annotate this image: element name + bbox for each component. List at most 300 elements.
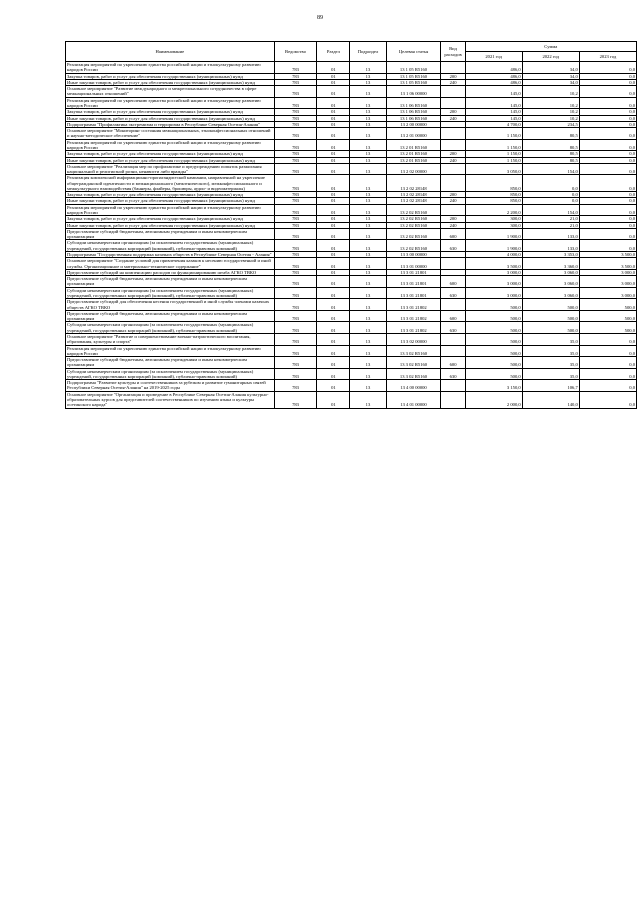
subsection-code-cell: 13 [350,73,386,79]
sum-2022-cell: 35,0 [522,333,579,345]
target-code-cell: 13 3 01 00000 [386,258,441,270]
subsection-code-cell: 13 [350,151,386,157]
name-cell: Основное мероприятие "Организация и проведение в Республике Северная Осетия-Алания культурно-образовательных курсов для представителей соотечественников по изучению языка и культуры осетинского народа" [66,391,275,408]
sum-2022-cell: 154,0 [522,163,579,175]
name-cell: Реализация мероприятий по укреплению единства российской нации и этнокультурному развитию народов России [66,139,275,151]
sum-2021-cell: 500,0 [465,357,522,369]
sum-2022-cell: 154,0 [522,204,579,216]
expense-type-code-cell: 600 [441,357,465,369]
sum-2022-cell: 10,2 [522,115,579,121]
sum-2023-cell: 0,0 [579,62,636,74]
sum-2023-cell: 0,0 [579,333,636,345]
subsection-code-cell: 13 [350,333,386,345]
section-code-cell: 01 [317,121,350,127]
sum-2022-cell: 35,0 [522,345,579,357]
section-code-cell: 01 [317,192,350,198]
sum-2021-cell: 3 000,0 [465,287,522,299]
target-code-cell: 13 2 02 R5160 [386,204,441,216]
subsection-code-cell: 13 [350,109,386,115]
target-code-cell: 13 3 01 21801 [386,276,441,288]
expense-type-code-cell: 200 [441,216,465,222]
sum-2021-cell: 486,0 [465,73,522,79]
target-code-cell: 13 1 06 R5160 [386,115,441,121]
target-code-cell: 13 2 01 R5160 [386,151,441,157]
header-sum: Сумма [465,42,636,52]
section-code-cell: 01 [317,391,350,408]
sum-2023-cell: 3 000,0 [579,287,636,299]
ministry-code-cell: 783 [274,216,317,222]
sum-2021-cell: 3 500,0 [465,258,522,270]
name-cell: Основное мероприятие "Развитие международного и межрегионального сотрудничества в сфере межнациональных отношений" [66,86,275,98]
section-code-cell: 01 [317,368,350,380]
ministry-code-cell: 783 [274,368,317,380]
sum-2021-cell: 300,0 [465,216,522,222]
section-code-cell: 01 [317,175,350,192]
target-code-cell: 13 3 01 21802 [386,299,441,311]
sum-2021-cell: 850,0 [465,198,522,204]
sum-2021-cell: 145,0 [465,115,522,121]
subsection-code-cell: 13 [350,357,386,369]
target-code-cell: 13 2 02 28148 [386,175,441,192]
expense-type-code-cell: 200 [441,109,465,115]
ministry-code-cell: 783 [274,86,317,98]
section-code-cell: 01 [317,163,350,175]
sum-2021-cell: 3 150,0 [465,380,522,392]
target-code-cell: 13 1 05 R5160 [386,73,441,79]
sum-2022-cell: 500,0 [522,322,579,334]
table-row [66,86,637,98]
sum-2022-cell: 80,5 [522,128,579,140]
table-row [66,333,637,345]
expense-type-code-cell [441,333,465,345]
expense-type-code-cell [441,345,465,357]
ministry-code-cell: 783 [274,228,317,240]
subsection-code-cell: 13 [350,192,386,198]
subsection-code-cell: 13 [350,157,386,163]
sum-2023-cell: 0,0 [579,357,636,369]
section-code-cell: 01 [317,109,350,115]
ministry-code-cell: 783 [274,121,317,127]
ministry-code-cell: 783 [274,62,317,74]
expense-type-code-cell: 200 [441,192,465,198]
expense-type-code-cell [441,97,465,109]
target-code-cell: 13 1 06 00000 [386,86,441,98]
header-2021: 2021 год [465,52,522,62]
header-row [66,42,637,52]
header-ministry: Ведомство [274,42,317,62]
expense-type-code-cell: 240 [441,157,465,163]
subsection-code-cell: 13 [350,380,386,392]
name-cell: Реализация мероприятий по укреплению единства российской нации и этнокультурному развитию народов России [66,345,275,357]
target-code-cell: 13 2 00 00000 [386,121,441,127]
ministry-code-cell: 783 [274,222,317,228]
sum-2023-cell: 0,0 [579,204,636,216]
name-cell: Подпрограмма "Развитие культуры и соотечественников за рубежом и развитие гуманитарных связей Республики Северная Осетия-Алания" на 2019-2025 годы [66,380,275,392]
section-code-cell: 01 [317,157,350,163]
subsection-code-cell: 13 [350,198,386,204]
name-cell: Подпрограмма "Государственная поддержка казачьих обществ в Республике Северная Осетия - Алания" [66,252,275,258]
ministry-code-cell: 783 [274,276,317,288]
sum-2022-cell: 3 060,0 [522,276,579,288]
target-code-cell: 13 3 01 21801 [386,287,441,299]
sum-2022-cell: 10,2 [522,109,579,115]
sum-2021-cell: 1 150,0 [465,151,522,157]
header-2023: 2023 год [579,52,636,62]
name-cell: Закупка товаров, работ и услуг для обеспечения государственных (муниципальных) нужд [66,216,275,222]
sum-2021-cell: 1 150,0 [465,157,522,163]
sum-2023-cell: 0,0 [579,240,636,252]
sum-2023-cell: 0,0 [579,345,636,357]
sum-2023-cell: 0,0 [579,139,636,151]
sum-2021-cell: 486,0 [465,62,522,74]
sum-2022-cell: 35,0 [522,357,579,369]
subsection-code-cell: 13 [350,322,386,334]
subsection-code-cell: 13 [350,163,386,175]
table-row [66,175,637,192]
sum-2023-cell: 3 500,0 [579,252,636,258]
target-code-cell: 13 4 00 00000 [386,380,441,392]
section-code-cell: 01 [317,222,350,228]
expense-type-code-cell: 630 [441,240,465,252]
ministry-code-cell: 783 [274,151,317,157]
subsection-code-cell: 13 [350,258,386,270]
expense-type-code-cell: 630 [441,368,465,380]
section-code-cell: 01 [317,240,350,252]
sum-2023-cell: 0,0 [579,79,636,85]
sum-2022-cell: 3 060,0 [522,287,579,299]
name-cell: Субсидии некоммерческим организациям (за исключением государственных (муниципальных) учреждений, государственных корпораций (компаний), публично-правовых компаний) [66,322,275,334]
table-row [66,380,637,392]
sum-2021-cell: 500,0 [465,368,522,380]
sum-2021-cell: 500,0 [465,299,522,311]
sum-2023-cell: 3 000,0 [579,269,636,275]
sum-2023-cell: 0,0 [579,380,636,392]
name-cell: Реализация комплексной информационно-пропагандистской кампании, направленной на укрепление общегражданской идентичности и межнационального (межэтнического), межконфессионального и межкультурного взаимодействия (баннеры, флайеры, брошюры, аудио- и видеоматериалы) [66,175,275,192]
table-row [66,368,637,380]
name-cell: Иные закупки товаров, работ и услуг для обеспечения государственных (муниципальных) нужд [66,222,275,228]
ministry-code-cell: 783 [274,299,317,311]
subsection-code-cell: 13 [350,79,386,85]
sum-2023-cell: 0,0 [579,121,636,127]
name-cell: Субсидии некоммерческим организациям (за исключением государственных (муниципальных) учреждений, государственных корпораций (компаний), публично-правовых компаний) [66,287,275,299]
ministry-code-cell: 783 [274,258,317,270]
sum-2021-cell: 145,0 [465,97,522,109]
ministry-code-cell: 783 [274,322,317,334]
sum-2023-cell: 0,0 [579,115,636,121]
ministry-code-cell: 783 [274,391,317,408]
sum-2023-cell: 0,0 [579,391,636,408]
subsection-code-cell: 13 [350,115,386,121]
header-2022: 2022 год [522,52,579,62]
subsection-code-cell: 13 [350,276,386,288]
table-row [66,228,637,240]
target-code-cell: 13 2 02 R5160 [386,222,441,228]
expense-type-code-cell: 630 [441,287,465,299]
name-cell: Реализация мероприятий по укреплению единства российской нации и этнокультурному развитию народов России [66,204,275,216]
sum-2023-cell: 3 000,0 [579,276,636,288]
sum-2022-cell: 0,0 [522,192,579,198]
name-cell: Иные закупки товаров, работ и услуг для обеспечения государственных (муниципальных) нужд [66,198,275,204]
target-code-cell: 13 3 02 R5160 [386,368,441,380]
sum-2021-cell: 486,0 [465,79,522,85]
ministry-code-cell: 783 [274,79,317,85]
subsection-code-cell: 13 [350,252,386,258]
subsection-code-cell: 13 [350,121,386,127]
table-row [66,139,637,151]
sum-2021-cell: 145,0 [465,109,522,115]
name-cell: Подпрограмма "Профилактика экстремизма и терроризма в Республике Северная Осетия-Алания" [66,121,275,127]
ministry-code-cell: 783 [274,287,317,299]
target-code-cell: 13 1 05 R5160 [386,62,441,74]
expense-type-code-cell [441,62,465,74]
table-row [66,287,637,299]
table-row [66,128,637,140]
sum-2022-cell: 21,0 [522,222,579,228]
sum-2023-cell: 0,0 [579,86,636,98]
subsection-code-cell: 13 [350,216,386,222]
ministry-code-cell: 783 [274,240,317,252]
table-row [66,204,637,216]
sum-2023-cell: 0,0 [579,163,636,175]
target-code-cell: 13 3 02 R5160 [386,357,441,369]
subsection-code-cell: 13 [350,228,386,240]
section-code-cell: 01 [317,204,350,216]
subsection-code-cell: 13 [350,240,386,252]
section-code-cell: 01 [317,310,350,322]
sum-2023-cell: 0,0 [579,368,636,380]
header-name: Наименование [66,42,275,62]
expense-type-code-cell [441,86,465,98]
page-number: 89 [317,15,323,21]
section-code-cell: 01 [317,269,350,275]
sum-2023-cell: 0,0 [579,128,636,140]
sum-2022-cell: 133,0 [522,228,579,240]
name-cell: Реализация мероприятий по укреплению единства российской нации и этнокультурному развитию народов России [66,62,275,74]
section-code-cell: 01 [317,115,350,121]
target-code-cell: 13 3 01 21802 [386,322,441,334]
name-cell: Закупка товаров, работ и услуг для обеспечения государственных (муниципальных) нужд [66,73,275,79]
section-code-cell: 01 [317,216,350,222]
ministry-code-cell: 783 [274,204,317,216]
sum-2022-cell: 34,0 [522,73,579,79]
target-code-cell: 13 3 02 R5160 [386,345,441,357]
section-code-cell: 01 [317,198,350,204]
expense-type-code-cell [441,139,465,151]
ministry-code-cell: 783 [274,115,317,121]
ministry-code-cell: 783 [274,269,317,275]
sum-2022-cell: 140,0 [522,391,579,408]
sum-2021-cell: 500,0 [465,333,522,345]
sum-2023-cell: 0,0 [579,109,636,115]
sum-2021-cell: 500,0 [465,345,522,357]
name-cell: Основное мероприятие "Мониторинг состояния межнациональных, этноконфессиональных отношений и научно-методическое обеспечение" [66,128,275,140]
table-row [66,240,637,252]
ministry-code-cell: 783 [274,198,317,204]
section-code-cell: 01 [317,97,350,109]
name-cell: Иные закупки товаров, работ и услуг для обеспечения государственных (муниципальных) нужд [66,115,275,121]
target-code-cell: 13 3 02 00000 [386,333,441,345]
table-row [66,357,637,369]
sum-2021-cell: 145,0 [465,86,522,98]
expense-type-code-cell: 240 [441,115,465,121]
section-code-cell: 01 [317,79,350,85]
ministry-code-cell: 783 [274,192,317,198]
sum-2022-cell: 500,0 [522,299,579,311]
subsection-code-cell: 13 [350,62,386,74]
sum-2022-cell: 3 060,0 [522,269,579,275]
name-cell: Закупка товаров, работ и услуг для обеспечения государственных (муниципальных) нужд [66,151,275,157]
section-code-cell: 01 [317,258,350,270]
name-cell: Основное мероприятие "Развитие и совершенствование военно-патриотического воспитания, образования, культуры и спорта" [66,333,275,345]
expense-type-code-cell: 600 [441,276,465,288]
ministry-code-cell: 783 [274,380,317,392]
sum-2022-cell: 500,0 [522,310,579,322]
expense-type-code-cell [441,163,465,175]
ministry-code-cell: 783 [274,252,317,258]
subsection-code-cell: 13 [350,391,386,408]
subsection-code-cell: 13 [350,222,386,228]
section-code-cell: 01 [317,345,350,357]
target-code-cell: 13 2 02 R5160 [386,228,441,240]
table-row [66,62,637,74]
sum-2022-cell: 80,5 [522,139,579,151]
expense-type-code-cell [441,258,465,270]
name-cell: Предоставление субсидий на компенсацию расходов по функционированию штаба АГКО ТВКО [66,269,275,275]
sum-2021-cell: 2 000,0 [465,391,522,408]
sum-2022-cell: 21,0 [522,216,579,222]
expense-type-code-cell [441,175,465,192]
sum-2021-cell: 4 700,0 [465,121,522,127]
table-row [66,163,637,175]
sum-2023-cell: 0,0 [579,151,636,157]
subsection-code-cell: 13 [350,368,386,380]
sum-2022-cell: 34,0 [522,62,579,74]
name-cell: Предоставление субсидий бюджетным, автономным учреждениям и иным некоммерческим организациям [66,228,275,240]
subsection-code-cell: 13 [350,345,386,357]
expense-type-code-cell [441,299,465,311]
subsection-code-cell: 13 [350,310,386,322]
target-code-cell: 13 2 02 R5160 [386,240,441,252]
name-cell: Закупка товаров, работ и услуг для обеспечения государственных (муниципальных) нужд [66,192,275,198]
ministry-code-cell: 783 [274,333,317,345]
target-code-cell: 13 2 02 28148 [386,192,441,198]
sum-2021-cell: 3 050,0 [465,163,522,175]
expense-type-code-cell: 600 [441,228,465,240]
section-code-cell: 01 [317,86,350,98]
sum-2023-cell: 0,0 [579,222,636,228]
section-code-cell: 01 [317,299,350,311]
sum-2023-cell: 3 500,0 [579,258,636,270]
sum-2022-cell: 234,5 [522,121,579,127]
sum-2021-cell: 850,0 [465,175,522,192]
sum-2022-cell: 10,2 [522,97,579,109]
subsection-code-cell: 13 [350,97,386,109]
sum-2021-cell: 300,0 [465,222,522,228]
name-cell: Предоставление субсидий для обеспечения несения государственной и иной службы членами казачьих обществ АГКО ТВКО [66,299,275,311]
sum-2023-cell: 0,0 [579,73,636,79]
target-code-cell: 13 1 06 R5160 [386,97,441,109]
target-code-cell: 13 1 06 R5160 [386,109,441,115]
section-code-cell: 01 [317,73,350,79]
sum-2022-cell: 10,2 [522,86,579,98]
ministry-code-cell: 783 [274,139,317,151]
sum-2023-cell: 500,0 [579,299,636,311]
expense-type-code-cell: 240 [441,79,465,85]
ministry-code-cell: 783 [274,357,317,369]
sum-2023-cell: 0,0 [579,157,636,163]
header-expense-type: Вид расходов [441,42,465,62]
sum-2021-cell: 3 000,0 [465,276,522,288]
table-row [66,299,637,311]
ministry-code-cell: 783 [274,109,317,115]
table-body [66,62,637,409]
section-code-cell: 01 [317,139,350,151]
subsection-code-cell: 13 [350,128,386,140]
name-cell: Закупка товаров, работ и услуг для обеспечения государственных (муниципальных) нужд [66,109,275,115]
expense-type-code-cell: 240 [441,198,465,204]
target-code-cell: 13 2 01 R5160 [386,139,441,151]
sum-2021-cell: 3 000,0 [465,269,522,275]
expense-type-code-cell: 630 [441,322,465,334]
ministry-code-cell: 783 [274,97,317,109]
header-subsection: Подраздел [350,42,386,62]
name-cell: Предоставление субсидий бюджетным, автономным учреждениям и иным некоммерческим организациям [66,310,275,322]
section-code-cell: 01 [317,322,350,334]
table-row [66,322,637,334]
sum-2022-cell: 80,5 [522,151,579,157]
budget-table [65,41,637,409]
sum-2022-cell: 0,0 [522,175,579,192]
expense-type-code-cell [441,204,465,216]
table-row [66,276,637,288]
sum-2022-cell: 3 353,0 [522,252,579,258]
sum-2022-cell: 0,0 [522,198,579,204]
target-code-cell: 13 4 01 00000 [386,391,441,408]
subsection-code-cell: 13 [350,204,386,216]
sum-2023-cell: 0,0 [579,216,636,222]
expense-type-code-cell: 200 [441,151,465,157]
expense-type-code-cell [441,380,465,392]
name-cell: Предоставление субсидий бюджетным, автономным учреждениям и иным некоммерческим организациям [66,276,275,288]
header-target: Целевая статья [386,42,441,62]
header-section: Раздел [317,42,350,62]
sum-2021-cell: 500,0 [465,322,522,334]
subsection-code-cell: 13 [350,86,386,98]
ministry-code-cell: 783 [274,175,317,192]
section-code-cell: 01 [317,380,350,392]
sum-2022-cell: 80,5 [522,157,579,163]
section-code-cell: 01 [317,228,350,240]
name-cell: Иные закупки товаров, работ и услуг для обеспечения государственных (муниципальных) нужд [66,79,275,85]
section-code-cell: 01 [317,276,350,288]
target-code-cell: 13 2 01 R5160 [386,157,441,163]
section-code-cell: 01 [317,252,350,258]
ministry-code-cell: 783 [274,157,317,163]
section-code-cell: 01 [317,287,350,299]
table-row [66,258,637,270]
sum-2021-cell: 1 150,0 [465,139,522,151]
expense-type-code-cell [441,128,465,140]
section-code-cell: 01 [317,62,350,74]
sum-2022-cell: 3 360,0 [522,258,579,270]
sum-2023-cell: 0,0 [579,192,636,198]
target-code-cell: 13 1 05 R5160 [386,79,441,85]
sum-2021-cell: 500,0 [465,310,522,322]
sum-2021-cell: 1 150,0 [465,128,522,140]
section-code-cell: 01 [317,357,350,369]
expense-type-code-cell: 240 [441,222,465,228]
section-code-cell: 01 [317,333,350,345]
